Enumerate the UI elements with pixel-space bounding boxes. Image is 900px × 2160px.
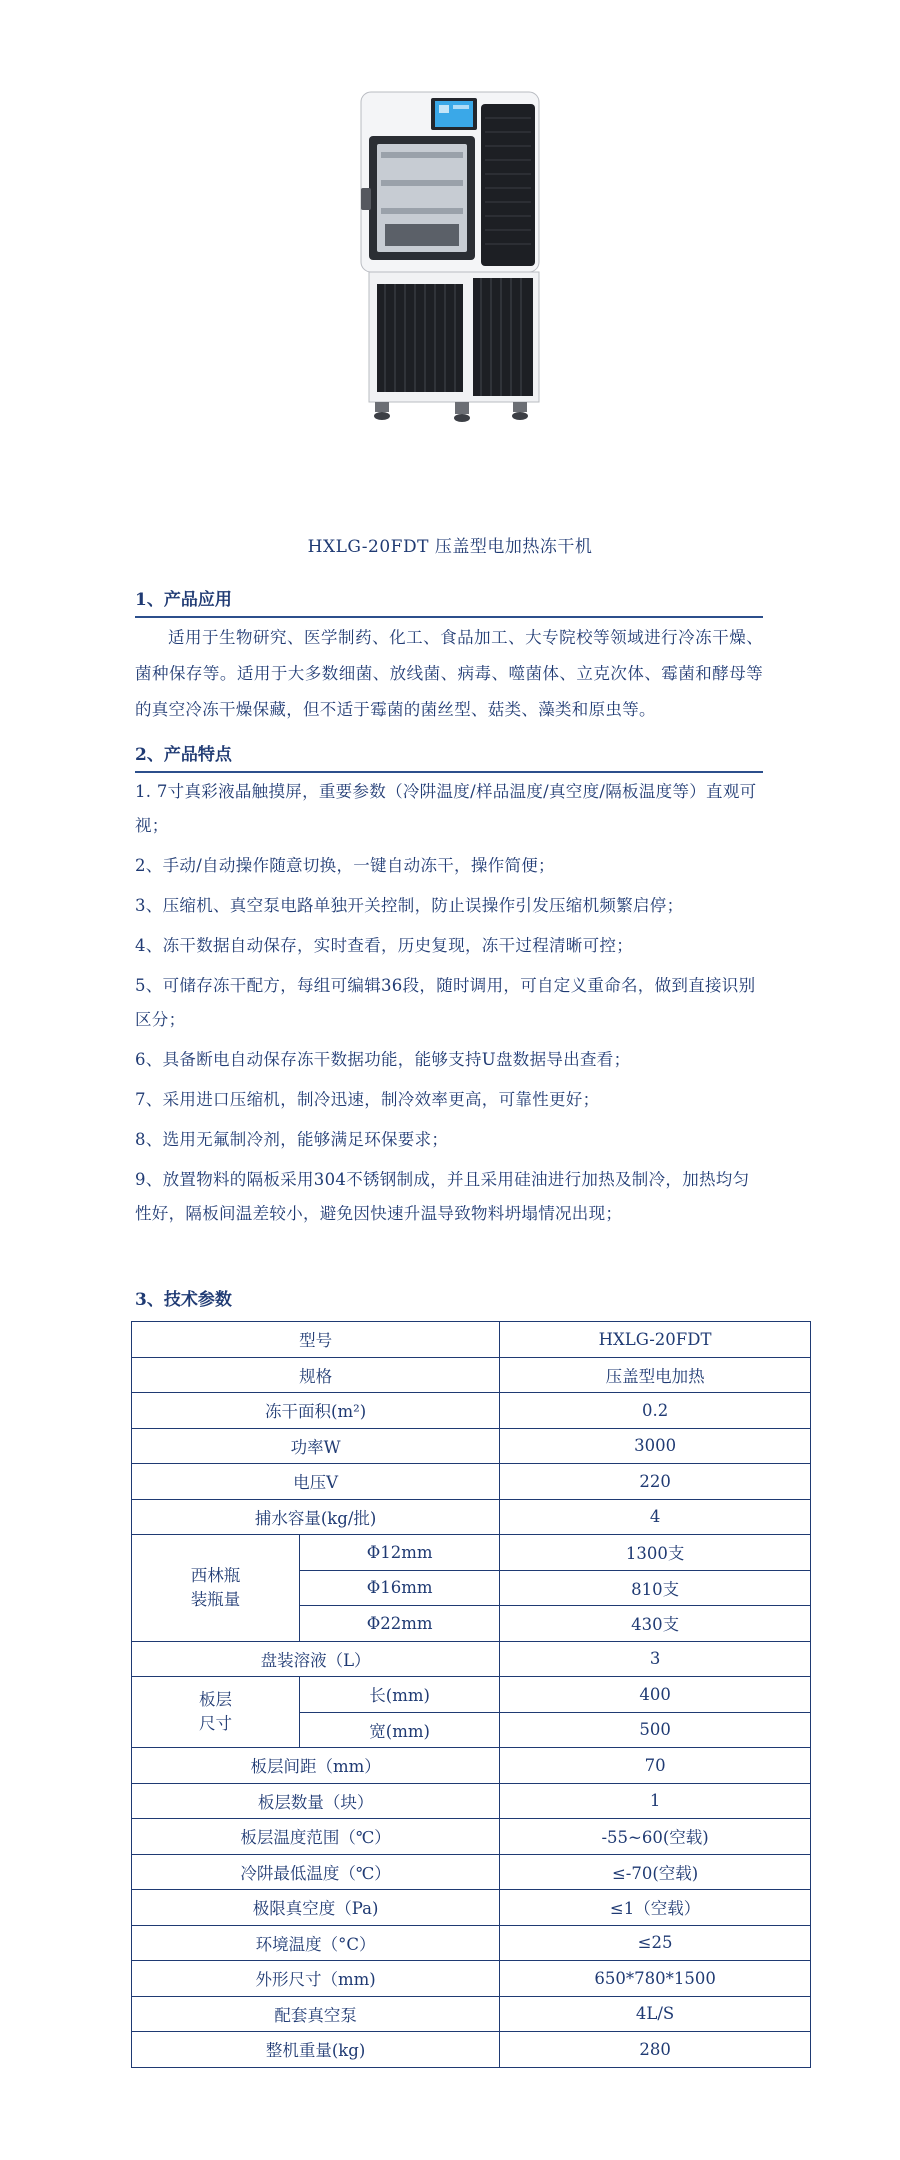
- application-paragraph: 适用于生物研究、医学制药、化工、食品加工、大专院校等领域进行冷冻干燥、菌种保存等。适用于大多数细菌、放线菌、病毒、噬菌体、立克次体、霉菌和酵母等的真空冷冻干燥保藏，但不适于霉菌的菌丝型、菇类、藻类和原虫等。: [135, 628, 763, 719]
- spec-value: HXLG-20FDT: [500, 1322, 811, 1358]
- feature-list: [135, 775, 763, 1237]
- spec-group-shelf: 板层 尺寸: [132, 1677, 300, 1748]
- feature-item: 7、采用进口压缩机，制冷迅速，制冷效率更高，可靠性更好；: [135, 1090, 600, 1109]
- spec-value: ≤25: [500, 1925, 811, 1961]
- spec-label: Φ22mm: [300, 1606, 500, 1642]
- spec-value: ≤-70(空载): [500, 1854, 811, 1890]
- spec-value: 3: [500, 1641, 811, 1677]
- feature-item: 4、冻干数据自动保存，实时查看，历史复现，冻干过程清晰可控；: [135, 936, 633, 955]
- section-heading-application: 1、产品应用: [135, 585, 763, 618]
- product-title: HXLG-20FDT 压盖型电加热冻干机: [307, 537, 593, 557]
- spec-value: 280: [500, 2032, 811, 2068]
- spec-value: 650*780*1500: [500, 1961, 811, 1997]
- spec-value: ≤1（空载）: [500, 1890, 811, 1926]
- spec-value: 1: [500, 1783, 811, 1819]
- section-heading-features: 2、产品特点: [135, 740, 763, 773]
- feature-item: 5、可储存冻干配方，每组可编辑36段，随时调用，可自定义重命名，做到直接识别区分；: [135, 976, 756, 1029]
- spec-value: -55~60(空载): [500, 1819, 811, 1855]
- spec-label: 盘装溶液（L）: [132, 1641, 500, 1677]
- spec-value: 压盖型电加热: [500, 1357, 811, 1393]
- spec-label: 板层数量（块）: [132, 1783, 500, 1819]
- spec-label: 环境温度（°C）: [132, 1925, 500, 1961]
- spec-value: 70: [500, 1748, 811, 1784]
- spec-label: 板层温度范围（℃）: [132, 1819, 500, 1855]
- spec-label: 规格: [132, 1357, 500, 1393]
- spec-label: Φ16mm: [300, 1570, 500, 1606]
- spec-value: 4: [500, 1499, 811, 1535]
- spec-group-vials: 西林瓶 装瓶量: [132, 1535, 300, 1642]
- table-row: [132, 1996, 811, 2032]
- table-row: [132, 2032, 811, 2068]
- spec-label: 板层间距（mm）: [132, 1748, 500, 1784]
- spec-label: 型号: [132, 1322, 500, 1358]
- feature-item: 9、放置物料的隔板采用304不锈钢制成，并且采用硅油进行加热及制冷，加热均匀性好，隔板间温差较小，避免因快速升温导致物料坍塌情况出现；: [135, 1170, 750, 1223]
- table-row: [132, 1357, 811, 1393]
- freeze-dryer-image: [355, 88, 545, 428]
- spec-value: 500: [500, 1712, 811, 1748]
- table-row: [132, 1322, 811, 1358]
- feature-item: 1. 7寸真彩液晶触摸屏，重要参数（冷阱温度/样品温度/真空度/隔板温度等）直观可视；: [135, 782, 757, 835]
- table-row: [132, 1464, 811, 1500]
- table-row: [132, 1499, 811, 1535]
- spec-label: 捕水容量(kg/批): [132, 1499, 500, 1535]
- spec-table: [131, 1321, 811, 2068]
- table-row: [132, 1961, 811, 1997]
- spec-label: Φ12mm: [300, 1535, 500, 1571]
- spec-value: 810支: [500, 1570, 811, 1606]
- table-row: [132, 1748, 811, 1784]
- table-row: [132, 1677, 811, 1713]
- spec-label: 极限真空度（Pa): [132, 1890, 500, 1926]
- spec-label: 配套真空泵: [132, 1996, 500, 2032]
- table-row: [132, 1393, 811, 1429]
- spec-label: 整机重量(kg): [132, 2032, 500, 2068]
- table-row: [132, 1854, 811, 1890]
- section-heading-specs: 3、技术参数: [135, 1290, 232, 1310]
- spec-value: 0.2: [500, 1393, 811, 1429]
- spec-label: 功率W: [132, 1428, 500, 1464]
- spec-value: 220: [500, 1464, 811, 1500]
- spec-label: 宽(mm): [300, 1712, 500, 1748]
- table-row: [132, 1819, 811, 1855]
- feature-item: 3、压缩机、真空泵电路单独开关控制，防止误操作引发压缩机频繁启停；: [135, 896, 684, 915]
- spec-value: 430支: [500, 1606, 811, 1642]
- table-row: [132, 1783, 811, 1819]
- spec-value: 4L/S: [500, 1996, 811, 2032]
- spec-label: 外形尺寸（mm): [132, 1961, 500, 1997]
- spec-value: 1300支: [500, 1535, 811, 1571]
- table-row: [132, 1428, 811, 1464]
- table-row: [132, 1641, 811, 1677]
- feature-item: 6、具备断电自动保存冻干数据功能，能够支持U盘数据导出查看；: [135, 1050, 631, 1069]
- spec-label: 冷阱最低温度（℃）: [132, 1854, 500, 1890]
- spec-label: 电压V: [132, 1464, 500, 1500]
- spec-value: 400: [500, 1677, 811, 1713]
- spec-label: 冻干面积(m²): [132, 1393, 500, 1429]
- spec-value: 3000: [500, 1428, 811, 1464]
- table-row: [132, 1925, 811, 1961]
- feature-item: 2、手动/自动操作随意切换，一键自动冻干，操作简便；: [135, 856, 555, 875]
- feature-item: 8、选用无氟制冷剂，能够满足环保要求；: [135, 1130, 449, 1149]
- table-row: [132, 1890, 811, 1926]
- table-row: [132, 1535, 811, 1571]
- spec-label: 长(mm): [300, 1677, 500, 1713]
